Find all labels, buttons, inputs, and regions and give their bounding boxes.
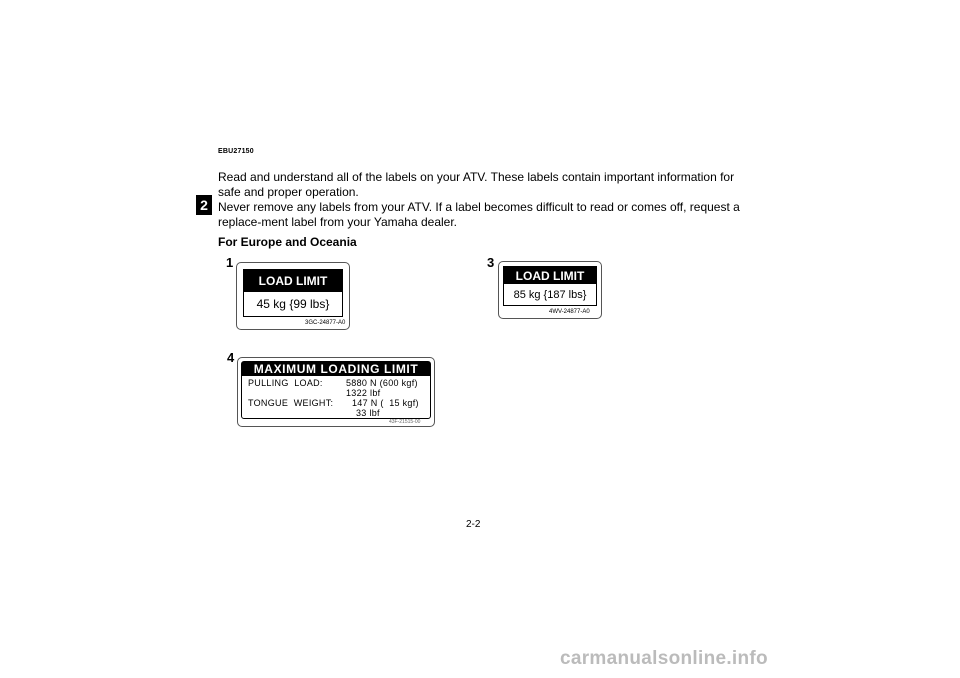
page-number: 2-2 xyxy=(466,519,481,530)
pulling-load-label: PULLING LOAD: xyxy=(248,378,323,388)
label-3-title: LOAD LIMIT xyxy=(504,267,596,284)
section-code: EBU27150 xyxy=(218,148,254,155)
watermark: carmanualsonline.info xyxy=(560,648,768,669)
subheading: For Europe and Oceania xyxy=(218,235,357,249)
pulling-load-lbf: 1322 lbf xyxy=(346,388,381,398)
tongue-weight-lbf: 33 lbf xyxy=(356,408,380,418)
label-1-title: LOAD LIMIT xyxy=(244,270,342,292)
paragraph-1: Read and understand all of the labels on your ATV. These labels contain important information for safe and proper operation. xyxy=(218,170,735,199)
label-1-value: 45 kg {99 lbs} xyxy=(256,297,330,311)
label-3 xyxy=(498,261,602,319)
label-3-number: 3 xyxy=(487,255,495,270)
label-3-value: 85 kg {187 lbs} xyxy=(513,288,587,301)
paragraph-2: Never remove any labels from your ATV. If a label becomes difficult to read or comes off, request a replace-ment label from your Yamaha dealer. xyxy=(218,200,740,229)
tongue-weight-label: TONGUE WEIGHT: xyxy=(248,398,334,408)
label-1-frame xyxy=(243,269,343,317)
label-1 xyxy=(236,262,350,330)
label-4-part-number: 43F-21515-00 xyxy=(389,419,421,425)
chapter-tab: 2 xyxy=(196,195,212,215)
label-3-part-number: 4WV-24877-A0 xyxy=(549,309,590,315)
label-1-number: 1 xyxy=(226,255,234,270)
label-4-title: MAXIMUM LOADING LIMIT xyxy=(242,362,430,376)
label-3-frame xyxy=(503,266,597,306)
pulling-load-value: 5880 N (600 kgf) xyxy=(346,378,418,388)
label-4-frame xyxy=(241,361,431,419)
tongue-weight-value: 147 N ( 15 kgf) xyxy=(352,398,419,408)
body-text xyxy=(218,170,748,230)
label-4-number: 4 xyxy=(227,350,235,365)
label-1-part-number: 3GC-24877-A0 xyxy=(305,320,346,326)
label-4 xyxy=(237,357,435,427)
